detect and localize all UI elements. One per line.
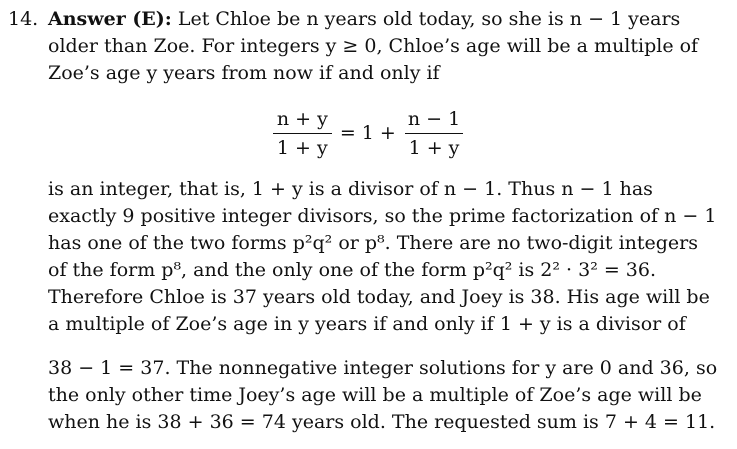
final-line-3: when he is 38 + 36 = 74 years old. The requested sum is 7 + 4 = 11.: [48, 411, 716, 433]
intro-line-1-text: Let Chloe be n years old today, so she is n − 1 years: [177, 8, 681, 30]
fraction-right: [404, 108, 464, 159]
fraction-left-numerator: n + y: [276, 107, 328, 130]
display-equation: [0, 106, 737, 160]
body-line-1: is an integer, that is, 1 + y is a divisor of n − 1. Thus n − 1 has: [48, 178, 653, 200]
fraction-right-denominator: 1 + y: [405, 133, 464, 159]
intro-line-2: older than Zoe. For integers y ≥ 0, Chloe’s age will be a multiple of: [48, 35, 699, 57]
problem-number: 14.: [8, 8, 39, 30]
body-line-5: Therefore Chloe is 37 years old today, and Joey is 38. His age will be: [48, 286, 710, 308]
intro-line-3: Zoe’s age y years from now if and only if: [48, 62, 440, 84]
intro-line-1: [48, 6, 718, 32]
answer-label: Answer (E):: [48, 8, 172, 30]
final-line-1: 38 − 1 = 37. The nonnegative integer solutions for y are 0 and 36, so: [48, 357, 718, 379]
body-line-3: has one of the two forms p²q² or p⁸. There are no two-digit integers: [48, 232, 699, 254]
fraction-right-numerator: n − 1: [407, 107, 461, 130]
body-line-2: exactly 9 positive integer divisors, so the prime factorization of n − 1: [48, 205, 717, 227]
body-line-4: of the form p⁸, and the only one of the form p²q² is 2² · 3² = 36.: [48, 259, 657, 281]
equals-one-plus: = 1 +: [339, 122, 396, 144]
fraction-left-denominator: 1 + y: [273, 133, 332, 159]
body-line-6: a multiple of Zoe’s age in y years if and only if 1 + y is a divisor of: [48, 313, 686, 335]
fraction-left: [273, 108, 332, 159]
final-line-2: the only other time Joey’s age will be a multiple of Zoe’s age will be: [48, 384, 702, 406]
